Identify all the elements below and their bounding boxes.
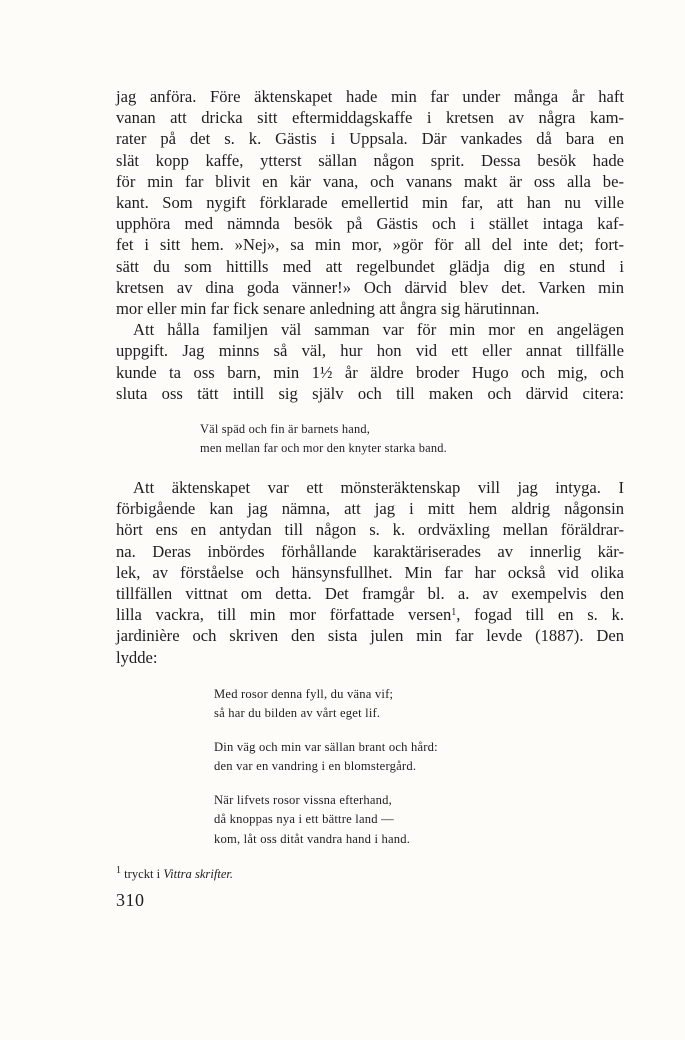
- text-line: tillfällen vittnat om detta. Det framgår bl. a. av exempelvis den: [116, 584, 624, 604]
- text-line: sluta oss tätt intill sig själv och till maken och därvid citera:: [116, 383, 624, 403]
- text-line: jardinière och skriven den sista julen min far levde (1887). Den: [116, 626, 624, 646]
- text-line: hört ens en antydan till någon s. k. ordväxling mellan föräldrar-: [116, 520, 624, 540]
- poem: [214, 685, 624, 850]
- poem-stanza: [214, 791, 624, 850]
- verse-line: men mellan far och mor den knyter starka band.: [200, 440, 447, 455]
- text-line: [116, 604, 624, 625]
- text-line: sätt du som hittills med att regelbundet glädja dig en stund i: [116, 256, 624, 276]
- footnote-title: Vittra skrifter.: [163, 867, 234, 882]
- text-line: kretsen av dina goda vänner!» Och därvid blev det. Varken min: [116, 277, 624, 297]
- page-content: [116, 86, 624, 883]
- footnote: [116, 865, 624, 883]
- text-line: jag anföra. Före äktenskapet hade min far under många år haft: [116, 87, 624, 106]
- text-fragment: lilla vackra, till min mor författade versen: [116, 605, 452, 625]
- text-line: rater på det s. k. Gästis i Uppsala. Där vankades då bara en: [116, 129, 624, 149]
- footnote-number: 1: [116, 865, 121, 877]
- poem-line: så har du bilden av vårt eget lif.: [214, 706, 381, 721]
- text-line: fet i sitt hem. »Nej», sa min mor, »gör för all del inte det; fort-: [116, 235, 624, 255]
- paragraph-marriage: [116, 477, 624, 668]
- text-line: kant. Som nygift förklarade emellertid min far, att han nu ville: [116, 193, 624, 213]
- poem-stanza: [214, 685, 624, 724]
- text-line: mor eller min far fick senare anledning att ångra sig härutinnan.: [116, 299, 540, 319]
- text-line: lydde:: [116, 647, 158, 667]
- poem-line: Med rosor denna fyll, du väna vif;: [214, 686, 394, 701]
- text-line: lek, av förståelse och hänsynsfullhet. Min far har också vid olika: [116, 562, 624, 582]
- footnote-text: tryckt i: [124, 867, 161, 882]
- poem-line: då knoppas nya i ett bättre land —: [214, 812, 394, 827]
- poem-stanza: [214, 738, 624, 777]
- poem-line: den var en vandring i en blomstergård.: [214, 759, 417, 774]
- verse-line: Väl späd och fin är barnets hand,: [200, 422, 371, 437]
- text-line: slät kopp kaffe, ytterst sällan någon sprit. Dessa besök hade: [116, 150, 624, 170]
- text-line: för min far blivit en kär vana, och vanans makt är oss alla be-: [116, 171, 624, 191]
- poem-line: kom, låt oss ditåt vandra hand i hand.: [214, 831, 411, 846]
- paragraph-family-together: [116, 319, 624, 404]
- footnote-reference: 1: [451, 607, 457, 619]
- text-line: uppgift. Jag minns så väl, hur hon vid ett eller annat tillfälle: [116, 341, 624, 361]
- text-line: na. Deras inbördes förhållande karaktäriserades av innerlig kär-: [116, 541, 624, 561]
- poem-line: Din väg och min var sällan brant och hård:: [214, 739, 438, 754]
- page-number: 310: [116, 890, 145, 910]
- text-fragment: , fogad till en s. k.: [456, 605, 625, 625]
- text-line: upphöra med nämnda besök på Gästis och i stället intaga kaf-: [116, 214, 624, 234]
- text-line: kunde ta oss barn, min 1½ år äldre broder Hugo och mig, och: [116, 362, 624, 382]
- poem-line: När lifvets rosor vissna efterhand,: [214, 792, 393, 807]
- text-line: Att hålla familjen väl samman var för min mor en angelägen: [133, 320, 624, 340]
- quoted-verse: [200, 420, 624, 457]
- text-line: Att äktenskapet var ett mönsteräktenskap vill jag intyga. I: [133, 478, 624, 498]
- paragraph-coffee-habit: [116, 86, 624, 319]
- text-line: vanan att dricka sitt eftermiddagskaffe i kretsen av några kam-: [116, 108, 624, 128]
- text-line: förbigående kan jag nämna, att jag i mitt hem aldrig någonsin: [116, 499, 624, 519]
